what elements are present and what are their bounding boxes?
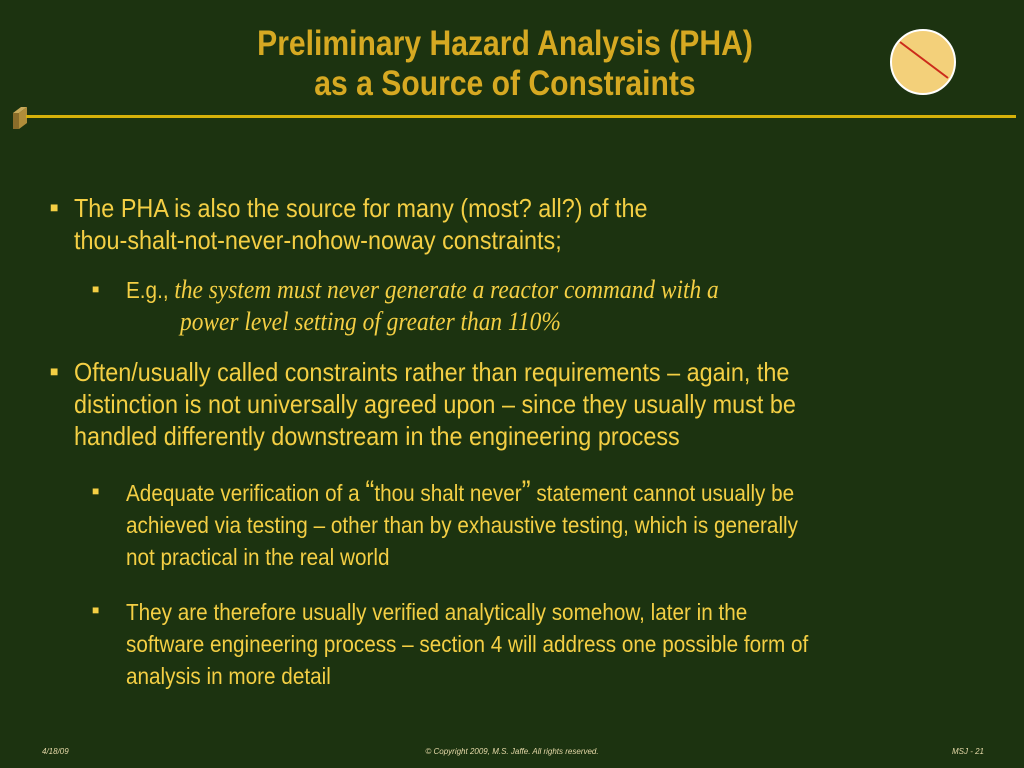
bullet-1-line-1: The PHA is also the source for many (most? all?) of the — [74, 193, 648, 223]
bullet-marker: ■ — [50, 199, 59, 215]
bullet-2b-line-3: analysis in more detail — [126, 663, 331, 689]
bullet-1a-cont — [180, 306, 561, 338]
bullet-marker: ■ — [50, 363, 59, 379]
title-line-2: as a Source of Constraints — [314, 64, 696, 103]
sub-bullet-marker: ■ — [92, 484, 100, 498]
bullet-2a — [126, 477, 798, 573]
bullet-2b — [126, 596, 808, 692]
bullet-1a — [126, 274, 719, 306]
footer-copyright: © Copyright 2009, M.S. Jaffe. All rights reserved. — [425, 747, 599, 756]
title-line-1: Preliminary Hazard Analysis (PHA) — [257, 24, 753, 63]
bullet-1 — [74, 192, 648, 256]
bullet-2b-line-1: They are therefore usually verified analytically somehow, later in the — [126, 599, 748, 625]
bullet-1-line-2: thou-shalt-not-never-nohow-noway constraints; — [74, 225, 562, 255]
bullet-2-line-3: handled differently downstream in the engineering process — [74, 421, 680, 451]
bullet-1a-prefix: E.g., — [126, 277, 169, 303]
footer-page-number: MSJ - 21 — [951, 747, 984, 756]
bullet-2-line-1: Often/usually called constraints rather than requirements – again, the — [74, 357, 790, 387]
bullet-1a-line-2: power level setting of greater than 110% — [180, 307, 561, 336]
bullet-2a-quoted: thou shalt never — [374, 480, 522, 506]
bullet-1a-line-1: the system must never generate a reactor command with a — [174, 275, 719, 304]
footer-date: 4/18/09 — [42, 747, 69, 756]
bullet-2b-line-2: software engineering process – section 4 will address one possible form of — [126, 631, 809, 657]
bullet-2-line-2: distinction is not universally agreed upon – since they usually must be — [74, 389, 796, 419]
bullet-2a-pre: Adequate verification of a — [126, 480, 366, 506]
bullet-2a-line-2: achieved via testing – other than by exhaustive testing, which is generally — [126, 512, 799, 538]
bullet-2 — [74, 356, 796, 452]
sub-bullet-marker: ■ — [92, 603, 100, 617]
open-quote: “ — [365, 475, 375, 508]
bullet-2a-post: statement cannot usually be — [530, 480, 795, 506]
sub-bullet-marker: ■ — [92, 282, 100, 296]
close-quote: ” — [521, 475, 531, 508]
bullet-2a-line-3: not practical in the real world — [126, 544, 390, 570]
